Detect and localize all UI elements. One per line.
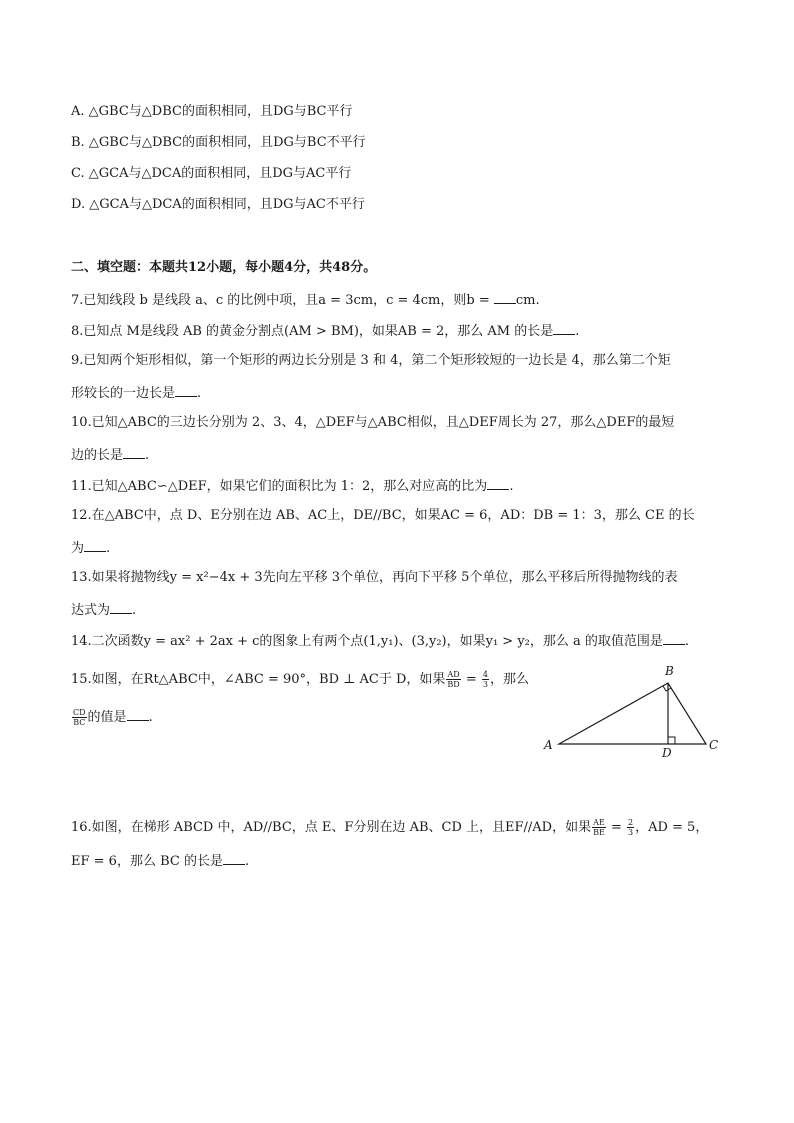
q16-text: 16.如图，在梯形 ABCD 中，AD//BC，点 E、F分别在边 AB、CD 上，且EF//AD，如果 (71, 820, 592, 835)
question-13-line-2 (71, 601, 721, 619)
q7-unit: cm. (515, 293, 540, 308)
question-16-line-1 (71, 818, 721, 837)
answer-blank (487, 477, 509, 490)
q13-end: . (132, 603, 137, 618)
q11-end: . (509, 479, 514, 494)
frac-den: 3 (628, 828, 634, 837)
q10-text: 边的长是 (71, 448, 124, 463)
answer-blank (123, 446, 145, 459)
frac-den: BC (73, 718, 86, 727)
answer-blank (553, 322, 575, 335)
question-10-line-2 (71, 446, 721, 464)
q16-eq: = (606, 820, 626, 835)
option-d: D. △GCA与△DCA的面积相同，且DG与AC不平行 (71, 197, 365, 212)
question-12-line-2 (71, 539, 721, 557)
right-angle-mark-d (668, 737, 675, 744)
question-9-line-2 (71, 384, 721, 402)
question-9-line-1: 9.已知两个矩形相似，第一个矩形的两边长分别是 3 和 4，第二个矩形较短的一边长是 4，那么第二个矩 (71, 353, 671, 368)
q8-end: . (575, 324, 580, 339)
label-b: B (665, 664, 674, 678)
question-13-line-1: 13.如果将抛物线y = x²−4x + 3先向左平移 3个单位，再向下平移 5个单位，那么平移后所得抛物线的表 (71, 570, 678, 585)
q15-eq: = (461, 672, 481, 687)
answer-blank (175, 384, 197, 397)
q9-end: . (197, 386, 202, 401)
q16-text-3: EF = 6，那么 BC 的长是 (71, 854, 223, 869)
frac-num: 4 (482, 670, 488, 679)
q9-text: 形较长的一边长是 (71, 386, 176, 401)
q11-text: 11.已知△ABC∽△DEF，如果它们的面积比为 1：2，那么对应高的比为 (71, 479, 488, 494)
q15-text-2: ，那么 (489, 672, 529, 687)
option-a: A. △GBC与△DBC的面积相同，且DG与BC平行 (71, 104, 353, 119)
q7-text: 7.已知线段 b 是线段 a、c 的比例中项，且a = 3cm，c = 4cm，则b = (71, 293, 494, 308)
frac-den: 3 (482, 680, 488, 689)
triangle-abc (559, 683, 706, 744)
q10-end: . (145, 448, 150, 463)
question-14 (71, 632, 721, 650)
q14-end: . (684, 634, 690, 649)
option-b: B. △GBC与△DBC的面积相同，且DG与BC不平行 (71, 135, 366, 150)
question-11 (71, 477, 721, 495)
q15-text: 15.如图，在Rt△ABC中，∠ABC = 90°，BD ⊥ AC于 D，如果 (71, 672, 446, 687)
frac-num: AE (593, 818, 605, 827)
label-a: A (544, 738, 553, 752)
frac-num: 2 (628, 818, 634, 827)
fraction-cd-bc (72, 708, 87, 727)
section-title: 二、填空题：本题共12小题，每小题4分，共48分。 (71, 260, 377, 275)
q15-text-3: 的值是 (87, 710, 127, 725)
question-10-line-1: 10.已知△ABC的三边长分别为 2、3、4，△DEF与△ABC相似，且△DEF周长为 27，那么△DEF的最短 (71, 415, 675, 430)
question-7 (71, 291, 721, 309)
label-d: D (662, 746, 672, 760)
option-c: C. △GCA与△DCA的面积相同，且DG与AC平行 (71, 166, 352, 181)
frac-den: BD (447, 680, 460, 689)
q15-end: . (148, 710, 153, 725)
answer-blank (110, 601, 132, 614)
answer-blank (223, 852, 245, 865)
triangle-figure (535, 655, 735, 765)
q16-text-2: ，AD = 5， (635, 820, 709, 835)
question-16-line-2 (71, 852, 721, 870)
label-c: C (709, 738, 719, 752)
answer-blank (127, 708, 149, 721)
q14-text: 14.二次函数y = ax² + 2ax + c的图象上有两个点(1,y₁)、(3,y₂)，如果y₁ > y₂，那么 a 的取值范围是 (71, 634, 663, 649)
q12-end: . (106, 541, 111, 556)
frac-num: CD (73, 708, 86, 717)
fraction-ae-be (592, 818, 606, 837)
answer-blank (494, 291, 516, 304)
question-12-line-1: 12.在△ABC中，点 D、E分别在边 AB、AC上，DE//BC，如果AC = 6，AD：DB = 1：3，那么 CE 的长 (71, 508, 695, 523)
q16-end: . (244, 854, 250, 869)
question-8 (71, 322, 721, 340)
fraction-4-3 (482, 670, 489, 689)
q12-text: 为 (71, 541, 85, 556)
question-15-line-1 (71, 670, 541, 689)
q8-text: 8.已知点 M是线段 AB 的黄金分割点(AM > BM)，如果AB = 2，那么 AM 的长是 (71, 324, 554, 339)
answer-blank (663, 632, 685, 645)
frac-num: AD (447, 670, 460, 679)
fraction-2-3 (627, 818, 634, 837)
fraction-ad-bd (446, 670, 460, 689)
q13-text: 达式为 (71, 603, 111, 618)
frac-den: BE (593, 828, 605, 837)
answer-blank (84, 539, 106, 552)
question-15-line-2 (71, 708, 371, 727)
